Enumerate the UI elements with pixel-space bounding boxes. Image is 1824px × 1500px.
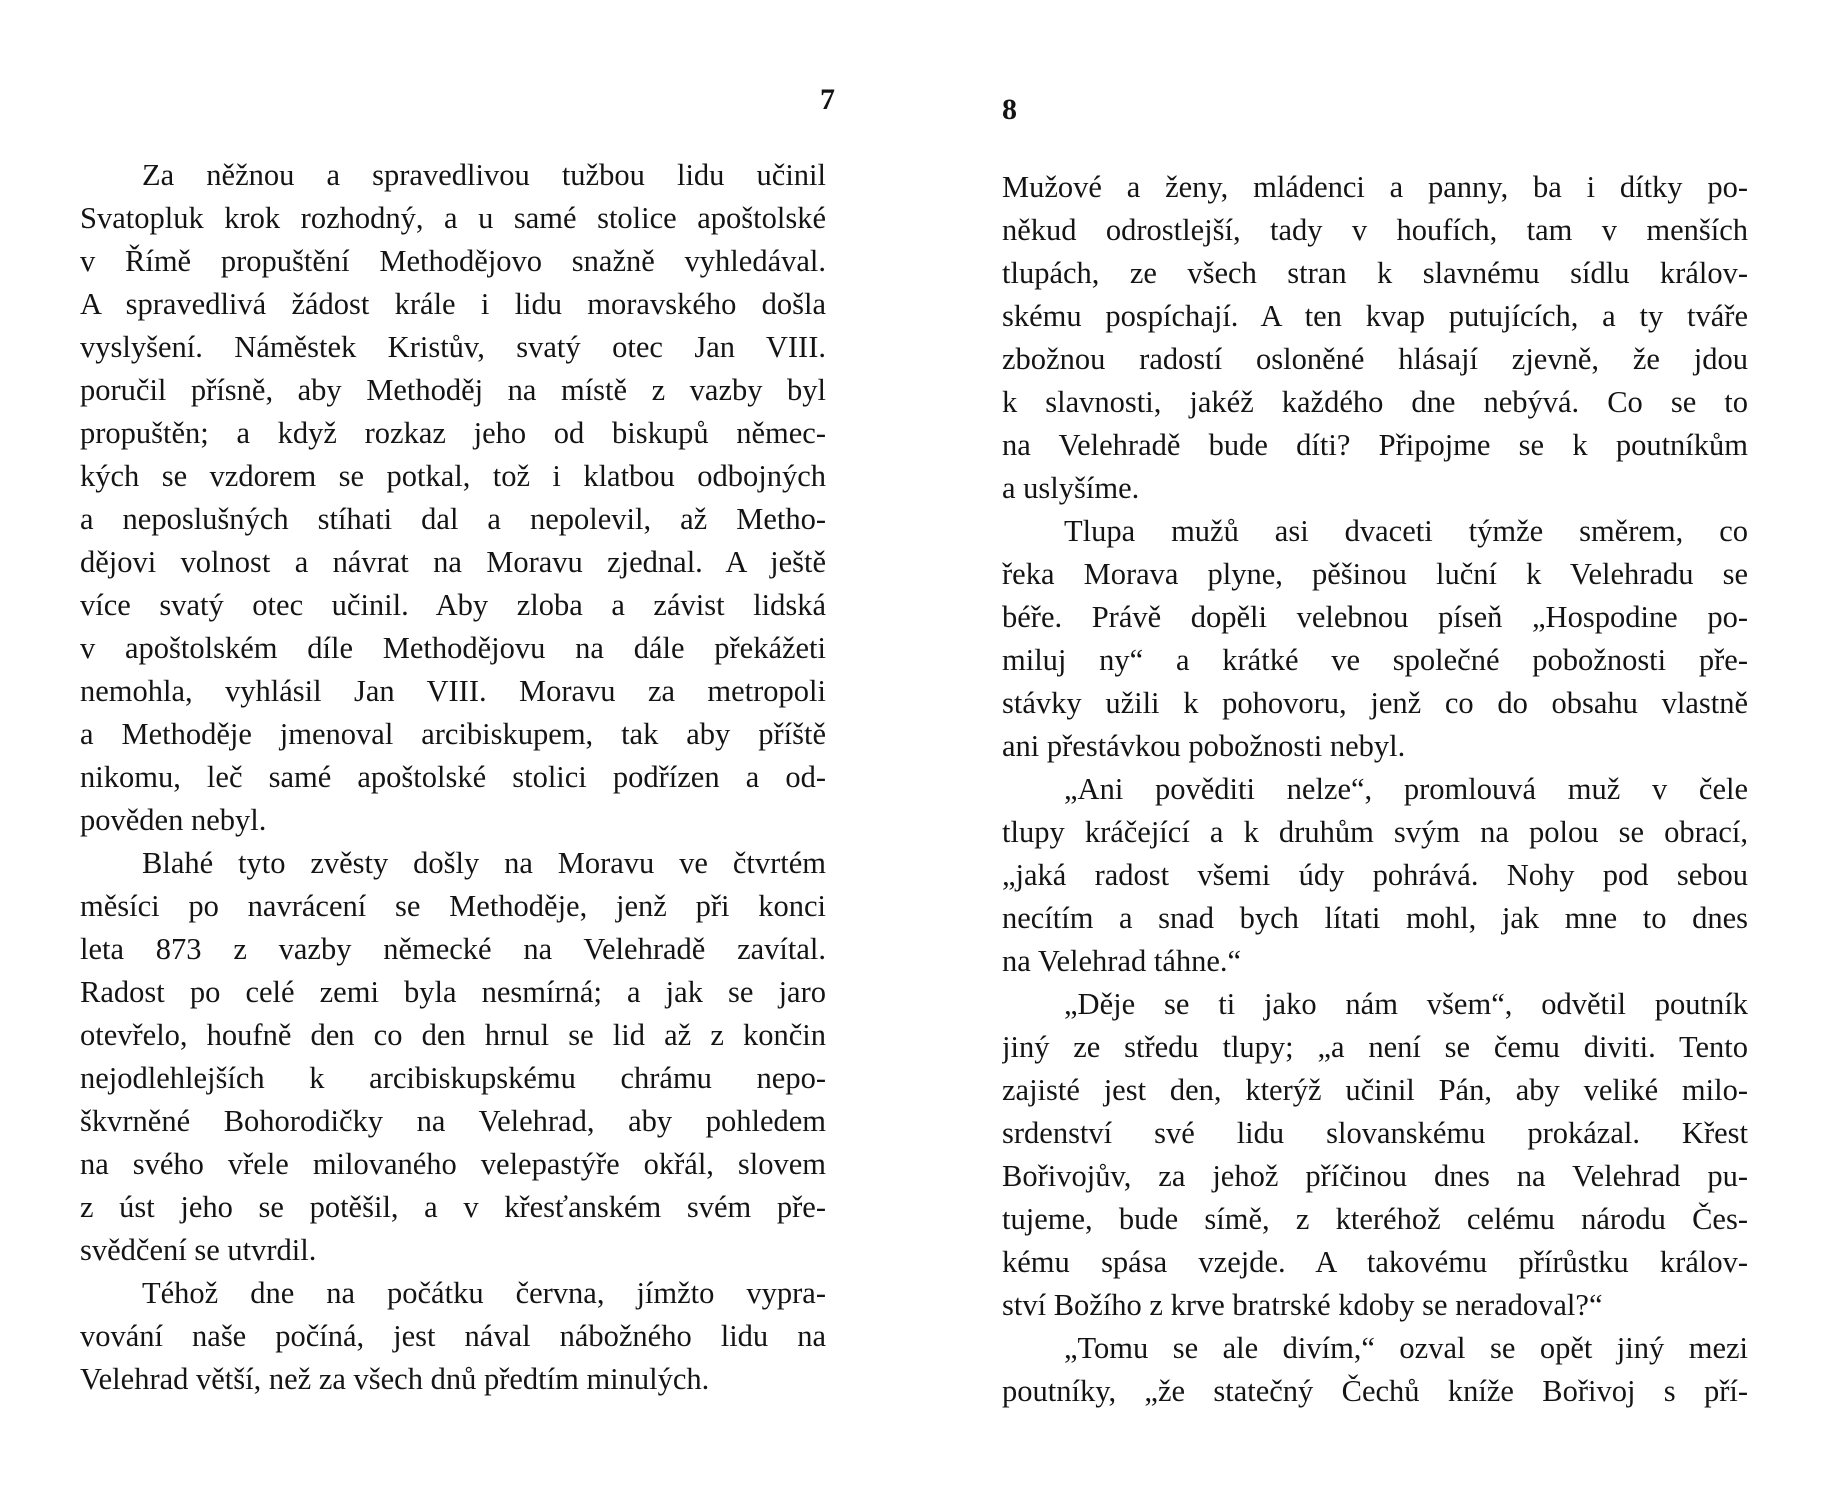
text-line: více svatý otec učinil. Aby zloba a závist lidská	[80, 588, 826, 622]
text-line: Tlupa mužů asi dvaceti týmže směrem, co	[1064, 514, 1748, 548]
text-line: z úst jeho se potěšil, a v křesťanském svém pře-	[80, 1190, 826, 1224]
text-line: nemohla, vyhlásil Jan VIII. Moravu za metropoli	[80, 674, 826, 708]
text-line: měsíci po navrácení se Methoděje, jenž při konci	[80, 889, 826, 923]
text-line: miluj ny“ a krátké ve společné pobožnosti pře-	[1002, 643, 1748, 677]
text-line: tujeme, bude símě, z kteréhož celému národu Čes-	[1002, 1202, 1748, 1236]
text-line: a uslyšíme.	[1002, 471, 1140, 505]
text-line: „Ani pověditi nelze“, promlouvá muž v čele	[1064, 772, 1748, 806]
text-line: nikomu, leč samé apoštolské stolici podřízen a od-	[80, 760, 826, 794]
text-line: tlupách, ze všech stran k slavnému sídlu králov-	[1002, 256, 1748, 290]
text-line: Téhož dne na počátku června, jímžto vypra-	[142, 1276, 826, 1310]
text-line: k slavnosti, jakéž každého dne nebývá. Co se to	[1002, 385, 1748, 419]
text-line: Bořivojův, za jehož příčinou dnes na Velehrad pu-	[1002, 1159, 1748, 1193]
text-line: „jaká radost všemi údy pohrává. Nohy pod sebou	[1002, 858, 1748, 892]
text-line: A spravedlivá žádost krále i lidu moravského došla	[80, 287, 826, 321]
text-line: v apoštolském díle Methodějovu na dále překážeti	[80, 631, 826, 665]
text-line: nejodlehlejších k arcibiskupskému chrámu nepo-	[80, 1061, 826, 1095]
text-line: Velehrad větší, než za všech dnů předtím minulých.	[80, 1362, 710, 1396]
text-line: skému pospíchají. A ten kvap putujících, a ty tváře	[1002, 299, 1748, 333]
text-line: pověden nebyl.	[80, 803, 267, 837]
text-line: „Děje se ti jako nám všem“, odvětil poutník	[1064, 987, 1748, 1021]
text-line: svědčení se utvrdil.	[80, 1233, 317, 1267]
text-line: někud odrostlejší, tady v houfích, tam v menších	[1002, 213, 1748, 247]
text-line: tlupy kráčející a k druhům svým na polou se obrací,	[1002, 815, 1748, 849]
text-line: zajisté jest den, kterýž učinil Pán, aby veliké milo-	[1002, 1073, 1748, 1107]
text-line: v Římě propuštění Methodějovo snažně vyhledával.	[80, 244, 826, 278]
text-line: na Velehrad táhne.“	[1002, 944, 1242, 978]
text-line: ani přestávkou pobožnosti nebyl.	[1002, 729, 1406, 763]
left-page	[72, 0, 835, 1500]
text-line: Mužové a ženy, mládenci a panny, ba i dítky po-	[1002, 170, 1748, 204]
text-line: zbožnou radostí osloněné hlásají zjevně, že jdou	[1002, 342, 1748, 376]
text-line: škvrněné Bohorodičky na Velehrad, aby pohledem	[80, 1104, 826, 1138]
page-number: 7	[820, 83, 835, 116]
text-line: srdenství své lidu slovanskému prokázal. Křest	[1002, 1116, 1748, 1150]
page-text	[1002, 166, 1748, 1413]
text-line: vyslyšení. Náměstek Kristův, svatý otec Jan VIII.	[80, 330, 826, 364]
text-line: Za něžnou a spravedlivou tužbou lidu učinil	[142, 158, 826, 192]
text-line: otevřelo, houfně den co den hrnul se lid až z končin	[80, 1018, 826, 1052]
text-line: jiný ze středu tlupy; „a není se čemu diviti. Tento	[1002, 1030, 1748, 1064]
text-line: poutníky, „že statečný Čechů kníže Bořivoj s pří-	[1002, 1374, 1748, 1408]
text-line: stávky užili k pohovoru, jenž co do obsahu vlastně	[1002, 686, 1748, 720]
text-line: Blahé tyto zvěsty došly na Moravu ve čtvrtém	[142, 846, 826, 880]
text-line: propuštěn; a když rozkaz jeho od biskupů němec-	[80, 416, 826, 450]
text-line: dějovi volnost a návrat na Moravu zjednal. A ještě	[80, 545, 826, 579]
text-line: na svého vřele milovaného velepastýře okřál, slovem	[80, 1147, 826, 1181]
text-line: kých se vzdorem se potkal, tož i klatbou odbojných	[80, 459, 826, 493]
text-line: béře. Právě dopěli velebnou píseň „Hospodine po-	[1002, 600, 1748, 634]
text-line: Svatopluk krok rozhodný, a u samé stolice apoštolské	[80, 201, 826, 235]
text-line: a Methoděje jmenoval arcibiskupem, tak aby příště	[80, 717, 826, 751]
page-text	[80, 154, 826, 1401]
text-line: leta 873 z vazby německé na Velehradě zavítal.	[80, 932, 826, 966]
text-line: vování naše počíná, jest nával nábožného lidu na	[80, 1319, 826, 1353]
text-line: ství Božího z krve bratrské kdoby se neradoval?“	[1002, 1288, 1603, 1322]
text-line: necítím a snad bych lítati mohl, jak mne to dnes	[1002, 901, 1748, 935]
text-line: a neposlušných stíhati dal a nepolevil, až Metho-	[80, 502, 826, 536]
text-line: Radost po celé zemi byla nesmírná; a jak se jaro	[80, 975, 826, 1009]
right-page	[994, 0, 1754, 1500]
text-line: poručil přísně, aby Methoděj na místě z vazby byl	[80, 373, 826, 407]
text-line: kému spása vzejde. A takovému přírůstku králov-	[1002, 1245, 1748, 1279]
text-line: „Tomu se ale divím,“ ozval se opět jiný mezi	[1064, 1331, 1748, 1365]
text-line: na Velehradě bude díti? Připojme se k poutníkům	[1002, 428, 1748, 462]
text-line: řeka Morava plyne, pěšinou luční k Velehradu se	[1002, 557, 1748, 591]
page-number: 8	[1002, 93, 1017, 126]
